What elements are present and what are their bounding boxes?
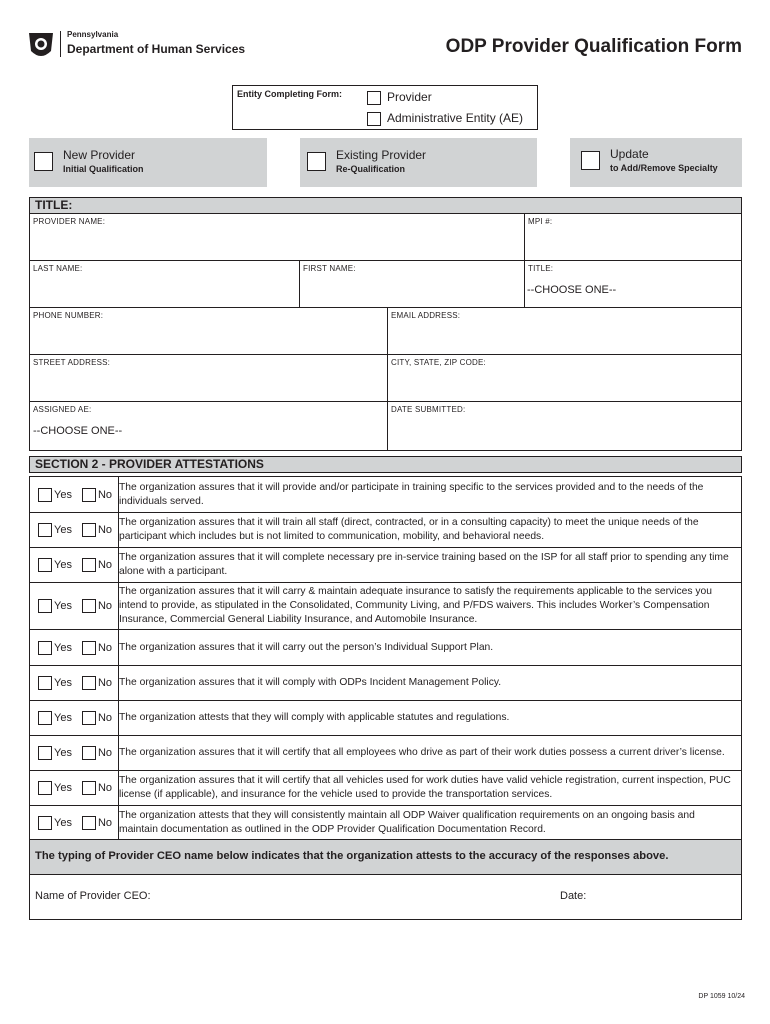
existing-provider-checkbox[interactable] <box>307 152 326 171</box>
attestation-text: The organization attests that they will comply with applicable statutes and regulations. <box>119 712 510 723</box>
entity-provider-checkbox[interactable] <box>367 91 381 105</box>
assigned-ae-value: --CHOOSE ONE-- <box>33 425 123 437</box>
yes-checkbox[interactable] <box>38 488 52 502</box>
no-checkbox[interactable] <box>82 781 96 795</box>
update-sub: to Add/Remove Specialty <box>610 163 718 173</box>
attestation-text: The organization assures that it will comply with ODPs Incident Management Policy. <box>119 677 502 688</box>
entity-ae-label: Administrative Entity (AE) <box>387 111 524 125</box>
yes-no-group <box>38 676 112 690</box>
entity-ae-checkbox[interactable] <box>367 112 381 126</box>
yes-no-group <box>38 641 112 655</box>
first-name-label: FIRST NAME: <box>303 264 356 273</box>
yes-checkbox[interactable] <box>38 676 52 690</box>
yes-no-group <box>38 816 112 830</box>
ceo-date-label: Date: <box>560 890 587 902</box>
yes-no-group <box>38 558 112 572</box>
yes-no-group <box>38 781 112 795</box>
yes-label: Yes <box>54 524 72 536</box>
logo-divider <box>60 31 61 57</box>
form-code: DP 1059 10/24 <box>698 993 745 1000</box>
no-label: No <box>97 600 113 612</box>
attestation-text: The organization assures that it will complete necessary pre in-service training based on the ISP for all staff prior to spending any time alone with a participant. <box>119 552 729 577</box>
attestation-text: The organization assures that it will certify that all employees who drive as part of their work duties possess a current driver’s license. <box>119 747 725 758</box>
yes-checkbox[interactable] <box>38 746 52 760</box>
street-label: STREET ADDRESS: <box>33 358 111 367</box>
yes-label: Yes <box>54 782 72 794</box>
update-title: Update <box>610 147 649 161</box>
attestation-row <box>29 735 742 771</box>
no-checkbox[interactable] <box>82 746 96 760</box>
section1-heading: TITLE: <box>29 197 742 214</box>
no-checkbox[interactable] <box>82 816 96 830</box>
yes-label: Yes <box>54 816 72 829</box>
no-label: No <box>97 524 113 536</box>
no-checkbox[interactable] <box>82 599 96 613</box>
yes-checkbox[interactable] <box>38 781 52 795</box>
attestation-row <box>29 582 742 630</box>
yes-checkbox[interactable] <box>38 816 52 830</box>
entity-provider-label: Provider <box>387 90 432 104</box>
yes-checkbox[interactable] <box>38 711 52 725</box>
attestation-row <box>29 805 742 840</box>
no-checkbox[interactable] <box>82 676 96 690</box>
city-label: CITY, STATE, ZIP CODE: <box>391 358 486 367</box>
title-select-value: --CHOOSE ONE-- <box>527 284 617 296</box>
yes-checkbox[interactable] <box>38 523 52 537</box>
no-label: No <box>97 559 113 571</box>
qualification-type-band <box>29 138 742 187</box>
no-checkbox[interactable] <box>82 558 96 572</box>
no-label: No <box>97 782 113 794</box>
new-provider-title: New Provider <box>63 148 136 162</box>
mpi-label: MPI #: <box>528 217 553 226</box>
no-label: No <box>97 677 113 689</box>
no-label: No <box>97 747 113 759</box>
ceo-signature-row <box>29 874 742 920</box>
no-checkbox[interactable] <box>82 523 96 537</box>
attestation-row <box>29 629 742 666</box>
pa-keystone-logo <box>27 31 55 61</box>
yes-checkbox[interactable] <box>38 641 52 655</box>
no-label: No <box>97 816 113 829</box>
attest-statement: The typing of Provider CEO name below indicates that the organization attests to the accuracy of the responses above. <box>35 850 669 862</box>
yes-label: Yes <box>54 677 72 689</box>
no-label: No <box>97 712 113 724</box>
no-checkbox[interactable] <box>82 641 96 655</box>
section2-heading: SECTION 2 - PROVIDER ATTESTATIONS <box>29 456 742 473</box>
type-new-panel <box>29 138 267 187</box>
ceo-date-input[interactable] <box>595 883 735 911</box>
yes-label: Yes <box>54 747 72 759</box>
org-state: Pennsylvania <box>67 30 119 39</box>
type-existing-panel <box>300 138 537 187</box>
ceo-name-input[interactable] <box>160 883 530 911</box>
attestation-row <box>29 700 742 736</box>
attestation-text: The organization assures that it will train all staff (direct, contracted, or in a consulting capacity) to meet the unique needs of the participant which includes but is not limited to communication, mobility, and behavioral needs. <box>119 517 699 542</box>
entity-box <box>232 85 538 130</box>
attestation-row <box>29 547 742 583</box>
new-provider-checkbox[interactable] <box>34 152 53 171</box>
yes-no-group <box>38 599 112 613</box>
existing-provider-sub: Re-Qualification <box>336 164 406 174</box>
assigned-ae-label: ASSIGNED AE: <box>33 405 92 414</box>
new-provider-sub: Initial Qualification <box>63 164 144 174</box>
date-submitted-label: DATE SUBMITTED: <box>391 405 466 414</box>
yes-no-group <box>38 488 112 502</box>
yes-checkbox[interactable] <box>38 558 52 572</box>
section1-grid <box>29 213 742 451</box>
provider-name-label: PROVIDER NAME: <box>33 217 106 226</box>
attestation-text: The organization attests that they will consistently maintain all ODP Waiver qualification requirements on an ongoing basis and maintain documentation as outlined in the ODP Provider Qualification Documentation Record. <box>119 809 695 835</box>
no-checkbox[interactable] <box>82 711 96 725</box>
no-label: No <box>97 488 113 501</box>
phone-label: PHONE NUMBER: <box>33 311 104 320</box>
attestation-row <box>29 665 742 701</box>
yes-no-group <box>38 746 112 760</box>
yes-label: Yes <box>54 712 72 724</box>
attest-statement-row <box>29 839 742 875</box>
ceo-name-label: Name of Provider CEO: <box>35 890 151 902</box>
update-checkbox[interactable] <box>581 151 600 170</box>
email-label: EMAIL ADDRESS: <box>391 311 461 320</box>
yes-no-group <box>38 523 112 537</box>
yes-label: Yes <box>54 600 72 612</box>
org-name: Department of Human Services <box>67 42 246 56</box>
attestation-text: The organization assures that it will carry out the person’s Individual Support Plan. <box>119 641 494 653</box>
form-title: ODP Provider Qualification Form <box>445 36 742 57</box>
yes-label: Yes <box>54 559 72 571</box>
existing-provider-title: Existing Provider <box>336 148 427 162</box>
attestation-row <box>29 512 742 548</box>
no-checkbox[interactable] <box>82 488 96 502</box>
yes-no-group <box>38 711 112 725</box>
mpi-field[interactable] <box>524 213 742 261</box>
attestation-row <box>29 770 742 806</box>
title-label: TITLE: <box>528 264 554 273</box>
attestation-text: The organization assures that it will provide and/or participate in training specific to the services provided and to the needs of the individuals served. <box>119 481 704 507</box>
yes-label: Yes <box>54 641 72 654</box>
no-label: No <box>97 641 113 654</box>
attestation-text: The organization assures that it will carry & maintain adequate insurance to satisfy the requirements applicable to the services you intend to provide, as stipulated in the Consolidated, Community Living, and P/FDS waivers. This includes Worker’s Compensation Insurance, Commercial General Liability Insurance, and Automobile Insurance. <box>119 586 712 625</box>
attestation-text: The organization assures that it will certify that all vehicles used for work duties have valid vehicle registration, current inspection, PUC license (if applicable), and insurance for the vehicle used to provide the transportation services. <box>119 775 731 800</box>
attestation-row <box>29 476 742 513</box>
yes-checkbox[interactable] <box>38 599 52 613</box>
yes-label: Yes <box>54 488 72 501</box>
entity-label: Entity Completing Form: <box>237 89 342 99</box>
last-name-label: LAST NAME: <box>33 264 83 273</box>
